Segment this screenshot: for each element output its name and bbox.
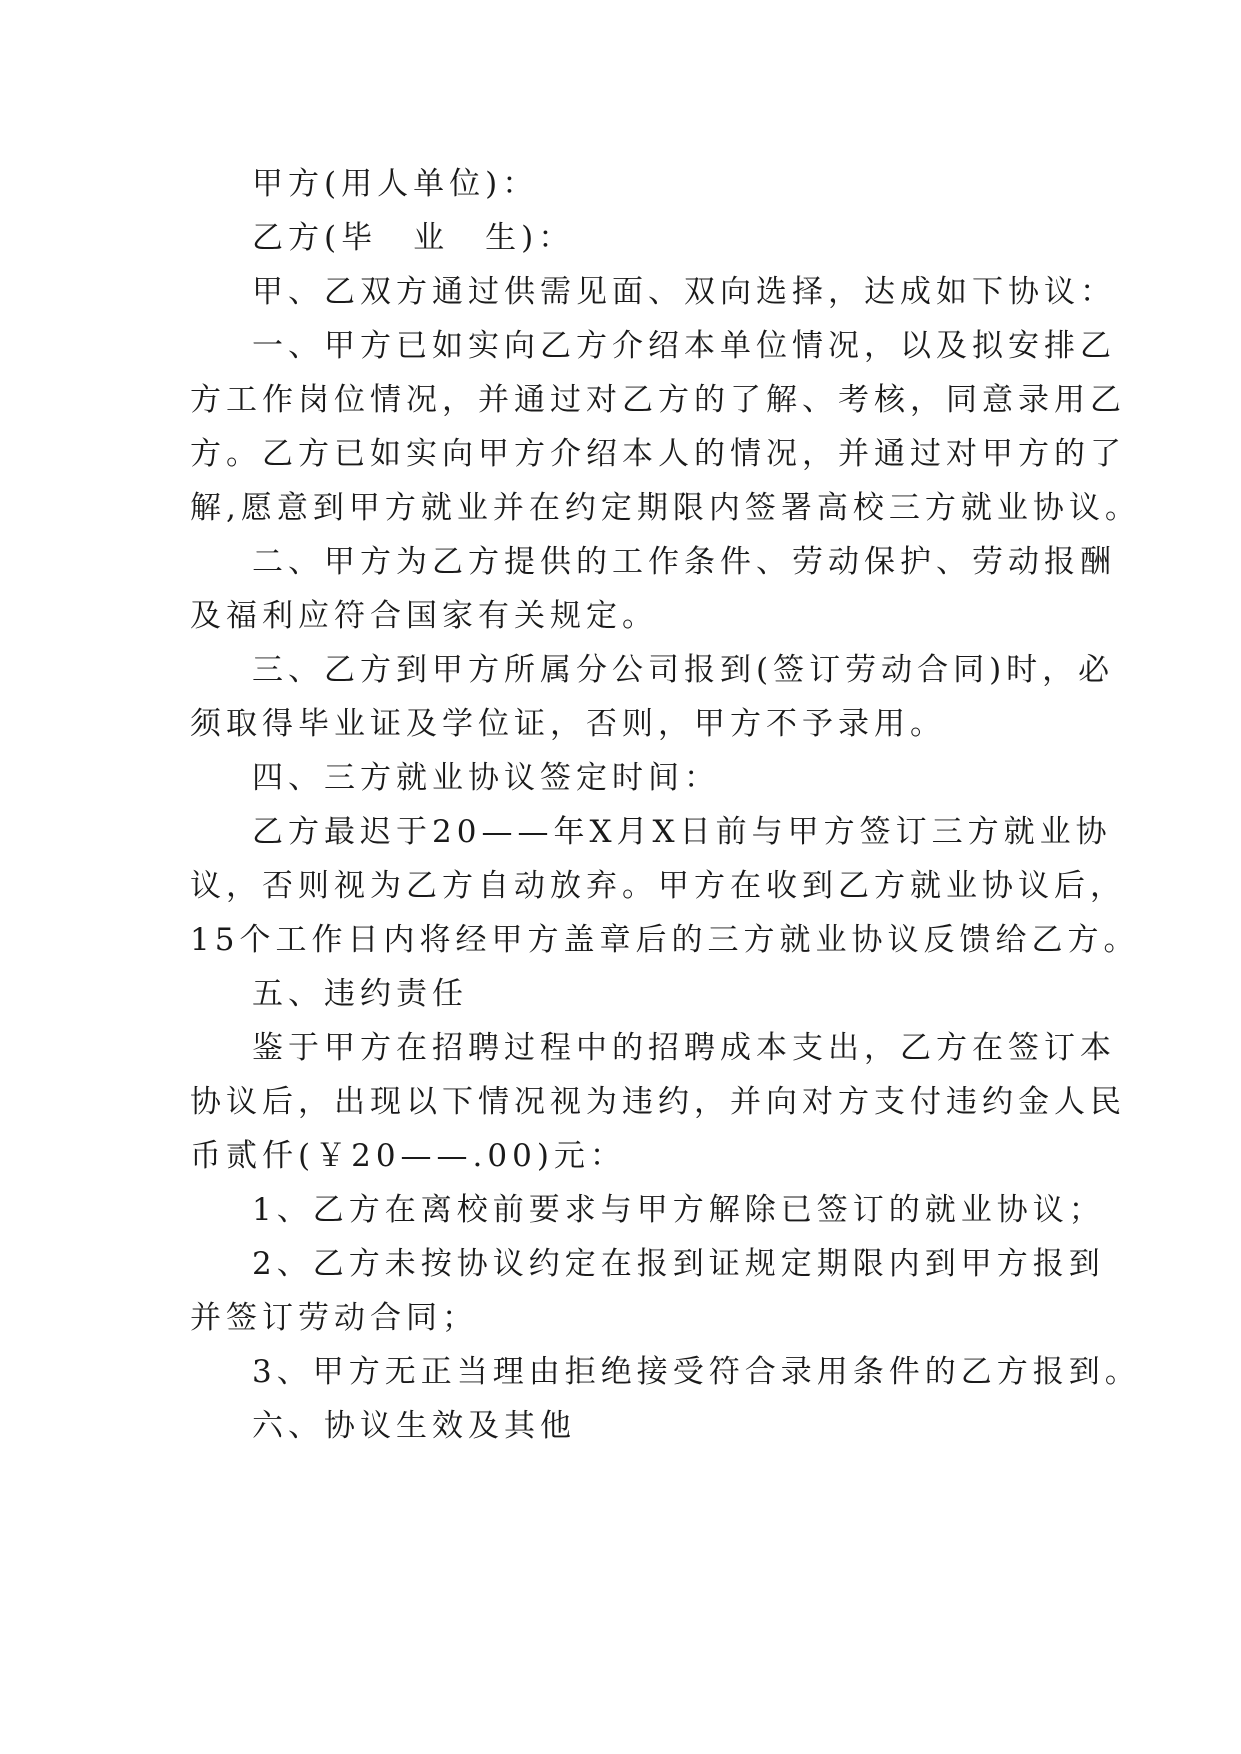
text-line: 须取得毕业证及学位证，否则，甲方不予录用。 (190, 706, 946, 742)
text-line: 协议后，出现以下情况视为违约，并向对方支付违约金人民 (190, 1084, 1126, 1120)
text-line: 方。乙方已如实向甲方介绍本人的情况，并通过对甲方的了 (190, 436, 1126, 472)
text-line: 五、违约责任 (252, 976, 468, 1012)
text-line: 议，否则视为乙方自动放弃。甲方在收到乙方就业协议后， (190, 868, 1126, 904)
clause-4-paragraph (190, 805, 1140, 967)
clause-2-paragraph (190, 535, 1116, 643)
clause-5-item-2 (190, 1237, 1105, 1345)
clause-5-item-3 (190, 1345, 1141, 1399)
text-line: 币贰仟(￥20——.00)元： (190, 1138, 626, 1174)
text-line: 四、三方就业协议签定时间： (252, 760, 720, 796)
clause-1-paragraph (190, 319, 1141, 535)
preamble-paragraph (190, 265, 1116, 319)
clause-5-heading (190, 967, 1070, 1021)
text-line: 一、甲方已如实向乙方介绍本单位情况，以及拟安排乙 (252, 328, 1116, 364)
text-line: 鉴于甲方在招聘过程中的招聘成本支出，乙方在签订本 (252, 1030, 1116, 1066)
clause-5-item-1 (190, 1183, 1105, 1237)
text-line: 及福利应符合国家有关规定。 (190, 598, 658, 634)
party-a-line (190, 157, 1070, 211)
clause-5-paragraph (190, 1021, 1126, 1183)
clause-6-heading (190, 1399, 1070, 1453)
clause-3-paragraph (190, 643, 1115, 751)
text-line: 甲、乙双方通过供需见面、双向选择，达成如下协议： (252, 274, 1116, 310)
text-line: 解,愿意到甲方就业并在约定期限内签署高校三方就业协议。 (190, 490, 1141, 526)
clause-4-heading (190, 751, 1070, 805)
text-line: 二、甲方为乙方提供的工作条件、劳动保护、劳动报酬 (252, 544, 1116, 580)
text-line: 并签订劳动合同； (190, 1300, 478, 1336)
text-line: 1、乙方在离校前要求与甲方解除已签订的就业协议； (252, 1192, 1105, 1228)
text-line: 方工作岗位情况，并通过对乙方的了解、考核，同意录用乙 (190, 382, 1126, 418)
text-line: 甲方(用人单位)： (252, 166, 539, 202)
text-line: 三、乙方到甲方所属分公司报到(签订劳动合同)时，必 (252, 652, 1115, 688)
party-b-line (190, 211, 1070, 265)
text-line: 乙方最迟于20——年X月X日前与甲方签订三方就业协 (252, 814, 1112, 850)
text-line: 3、甲方无正当理由拒绝接受符合录用条件的乙方报到。 (252, 1354, 1141, 1390)
text-line: 六、协议生效及其他 (252, 1408, 576, 1444)
text-line: 乙方(毕 业 生)： (252, 220, 575, 256)
text-line: 15个工作日内将经甲方盖章后的三方就业协议反馈给乙方。 (190, 922, 1140, 958)
document-body (190, 157, 1141, 1453)
text-line: 2、乙方未按协议约定在报到证规定期限内到甲方报到 (252, 1246, 1105, 1282)
